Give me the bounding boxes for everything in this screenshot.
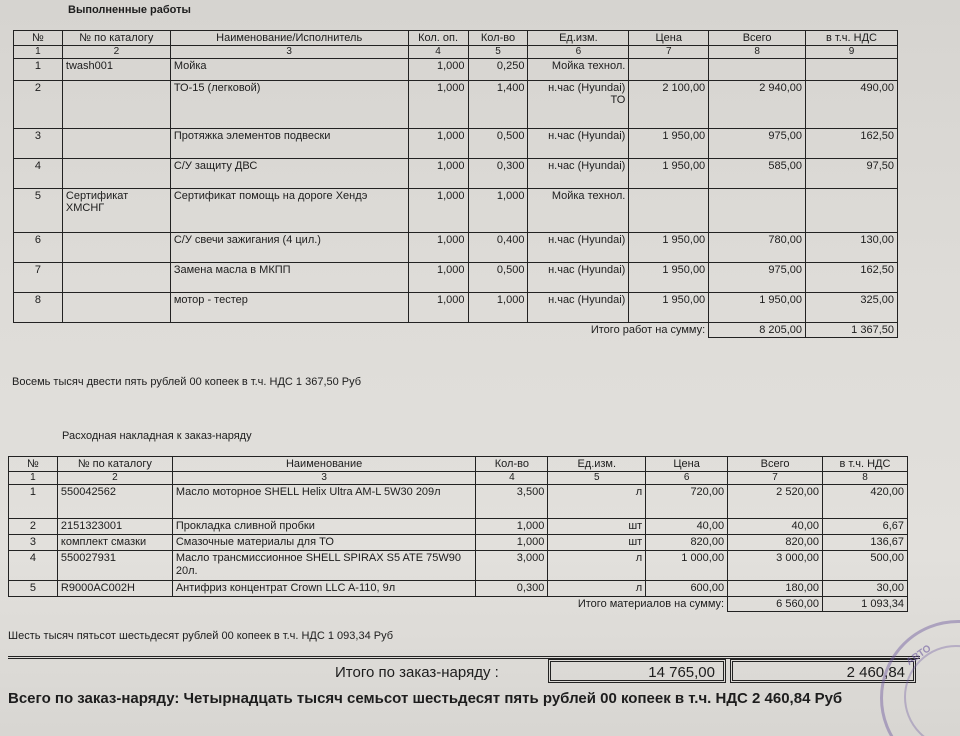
quantity: 1,400 xyxy=(468,81,528,129)
materials-header-row xyxy=(9,457,908,472)
item-name: Масло моторное SHELL Helix Ultra AM-L 5W30 209л xyxy=(172,485,476,519)
col-header: Ед.изм. xyxy=(528,31,629,46)
row-number: 4 xyxy=(14,159,63,189)
table-row xyxy=(14,233,898,263)
row-number: 5 xyxy=(14,189,63,233)
row-number: 4 xyxy=(9,551,58,581)
item-name: ТО-15 (легковой) xyxy=(170,81,408,129)
works-total-vat: 1 367,50 xyxy=(806,323,898,338)
works-total-row xyxy=(14,323,898,338)
price: 40,00 xyxy=(646,519,728,535)
col-number: 8 xyxy=(709,46,806,59)
catalog-number: комплект смазки xyxy=(57,535,172,551)
row-number: 5 xyxy=(9,581,58,597)
ops-count: 1,000 xyxy=(408,293,468,323)
unit: н.час (Hyundai) xyxy=(528,263,629,293)
ops-count: 1,000 xyxy=(408,159,468,189)
ops-count: 1,000 xyxy=(408,189,468,233)
table-row xyxy=(14,81,898,129)
catalog-number: 550042562 xyxy=(57,485,172,519)
total: 3 000,00 xyxy=(728,551,823,581)
grand-total-vat: 2 460,84 xyxy=(730,659,916,683)
col-number: 2 xyxy=(62,46,170,59)
col-header: Всего xyxy=(728,457,823,472)
quantity: 0,500 xyxy=(468,129,528,159)
catalog-number xyxy=(62,263,170,293)
table-row xyxy=(9,519,908,535)
catalog-number xyxy=(62,81,170,129)
grand-total-label: Итого по заказ-наряду : xyxy=(335,664,499,681)
ops-count: 1,000 xyxy=(408,59,468,81)
catalog-number: Сертификат ХМСНГ xyxy=(62,189,170,233)
catalog-number: R9000AC002H xyxy=(57,581,172,597)
row-number: 1 xyxy=(14,59,63,81)
price: 720,00 xyxy=(646,485,728,519)
col-header: Кол-во xyxy=(468,31,528,46)
vat: 325,00 xyxy=(806,293,898,323)
col-number: 1 xyxy=(14,46,63,59)
materials-colnum-row xyxy=(9,472,908,485)
col-number: 3 xyxy=(170,46,408,59)
vat: 162,50 xyxy=(806,263,898,293)
works-sum-in-words: Восемь тысяч двести пять рублей 00 копеек в т.ч. НДС 1 367,50 Руб xyxy=(12,376,362,388)
works-header-row xyxy=(14,31,898,46)
unit: шт xyxy=(548,535,646,551)
row-number: 7 xyxy=(14,263,63,293)
unit: н.час (Hyundai) xyxy=(528,293,629,323)
total: 1 950,00 xyxy=(709,293,806,323)
col-number: 5 xyxy=(548,472,646,485)
item-name: Сертификат помощь на дороге Хендэ xyxy=(170,189,408,233)
price: 1 000,00 xyxy=(646,551,728,581)
materials-total-vat: 1 093,34 xyxy=(822,597,907,612)
col-header: Кол. оп. xyxy=(408,31,468,46)
quantity: 0,500 xyxy=(468,263,528,293)
vat: 500,00 xyxy=(822,551,907,581)
vat xyxy=(806,189,898,233)
total: 2 940,00 xyxy=(709,81,806,129)
materials-table xyxy=(8,456,908,612)
catalog-number: twash001 xyxy=(62,59,170,81)
quantity: 3,000 xyxy=(476,551,548,581)
price: 1 950,00 xyxy=(629,233,709,263)
works-total-sum: 8 205,00 xyxy=(709,323,806,338)
unit: н.час (Hyundai) xyxy=(528,129,629,159)
row-number: 2 xyxy=(14,81,63,129)
works-table xyxy=(13,30,898,338)
col-header: Цена xyxy=(629,31,709,46)
col-header: Всего xyxy=(709,31,806,46)
row-number: 8 xyxy=(14,293,63,323)
item-name: Смазочные материалы для ТО xyxy=(172,535,476,551)
materials-total-row xyxy=(9,597,908,612)
total: 975,00 xyxy=(709,263,806,293)
col-header: Ед.изм. xyxy=(548,457,646,472)
col-number: 7 xyxy=(629,46,709,59)
stamp-text: АВТО xyxy=(904,643,934,668)
table-row xyxy=(14,59,898,81)
col-number: 5 xyxy=(468,46,528,59)
catalog-number: 2151323001 xyxy=(57,519,172,535)
total: 975,00 xyxy=(709,129,806,159)
total: 780,00 xyxy=(709,233,806,263)
total: 180,00 xyxy=(728,581,823,597)
catalog-number xyxy=(62,233,170,263)
table-row xyxy=(14,293,898,323)
col-header: Цена xyxy=(646,457,728,472)
col-number: 1 xyxy=(9,472,58,485)
materials-section-title: Расходная накладная к заказ-наряду xyxy=(62,430,252,442)
table-row xyxy=(9,535,908,551)
works-total-label: Итого работ на сумму: xyxy=(590,324,706,336)
col-header: Кол-во xyxy=(476,457,548,472)
price: 1 950,00 xyxy=(629,159,709,189)
price: 2 100,00 xyxy=(629,81,709,129)
price: 820,00 xyxy=(646,535,728,551)
table-row xyxy=(14,159,898,189)
item-name: Замена масла в МКПП xyxy=(170,263,408,293)
col-header: № xyxy=(14,31,63,46)
row-number: 3 xyxy=(14,129,63,159)
col-number: 4 xyxy=(476,472,548,485)
grand-total-in-words: Всего по заказ-наряду: Четырнадцать тысяч семьсот шестьдесят пять рублей 00 копеек в т.ч. НДС 2 460,84 Руб xyxy=(8,690,843,707)
quantity: 0,250 xyxy=(468,59,528,81)
col-number: 2 xyxy=(57,472,172,485)
total: 40,00 xyxy=(728,519,823,535)
unit: Мойка технол. xyxy=(528,189,629,233)
row-number: 2 xyxy=(9,519,58,535)
ops-count: 1,000 xyxy=(408,263,468,293)
quantity: 0,400 xyxy=(468,233,528,263)
price xyxy=(629,59,709,81)
table-row xyxy=(9,485,908,519)
item-name: Прокладка сливной пробки xyxy=(172,519,476,535)
price: 1 950,00 xyxy=(629,293,709,323)
row-number: 1 xyxy=(9,485,58,519)
col-number: 9 xyxy=(806,46,898,59)
item-name: мотор - тестер xyxy=(170,293,408,323)
table-row xyxy=(9,581,908,597)
price: 1 950,00 xyxy=(629,129,709,159)
unit: н.час (Hyundai) xyxy=(528,233,629,263)
unit: Мойка технол. xyxy=(528,59,629,81)
vat: 136,67 xyxy=(822,535,907,551)
vat: 30,00 xyxy=(822,581,907,597)
item-name: Антифриз концентрат Crown LLC A-110, 9л xyxy=(172,581,476,597)
unit: н.час (Hyundai) ТО xyxy=(528,81,629,129)
unit: шт xyxy=(548,519,646,535)
col-number: 8 xyxy=(822,472,907,485)
col-header: № по каталогу xyxy=(62,31,170,46)
table-row xyxy=(9,551,908,581)
total: 2 520,00 xyxy=(728,485,823,519)
table-row xyxy=(14,263,898,293)
total xyxy=(709,59,806,81)
quantity: 1,000 xyxy=(468,189,528,233)
col-header: в т.ч. НДС xyxy=(806,31,898,46)
works-colnum-row xyxy=(14,46,898,59)
row-number: 3 xyxy=(9,535,58,551)
col-number: 6 xyxy=(646,472,728,485)
vat: 162,50 xyxy=(806,129,898,159)
col-header: № по каталогу xyxy=(57,457,172,472)
ops-count: 1,000 xyxy=(408,129,468,159)
item-name: Масло трансмиссионное SHELL SPIRAX S5 ATE 75W90 20л. xyxy=(172,551,476,581)
table-row xyxy=(14,189,898,233)
catalog-number xyxy=(62,129,170,159)
col-header: Наименование xyxy=(172,457,476,472)
item-name: Протяжка элементов подвески xyxy=(170,129,408,159)
price xyxy=(629,189,709,233)
ops-count: 1,000 xyxy=(408,233,468,263)
catalog-number: 550027931 xyxy=(57,551,172,581)
item-name: С/У защиту ДВС xyxy=(170,159,408,189)
col-number: 3 xyxy=(172,472,476,485)
materials-sum-in-words: Шесть тысяч пятьсот шестьдесят рублей 00 копеек в т.ч. НДС 1 093,34 Руб xyxy=(8,630,393,642)
quantity: 3,500 xyxy=(476,485,548,519)
vat: 6,67 xyxy=(822,519,907,535)
total xyxy=(709,189,806,233)
unit: л xyxy=(548,551,646,581)
catalog-number xyxy=(62,159,170,189)
price: 1 950,00 xyxy=(629,263,709,293)
row-number: 6 xyxy=(14,233,63,263)
unit: л xyxy=(548,581,646,597)
col-header: № xyxy=(9,457,58,472)
works-section-title: Выполненные работы xyxy=(68,4,191,16)
grand-total-sum: 14 765,00 xyxy=(548,659,726,683)
table-row xyxy=(14,129,898,159)
quantity: 0,300 xyxy=(476,581,548,597)
price: 600,00 xyxy=(646,581,728,597)
catalog-number xyxy=(62,293,170,323)
vat: 130,00 xyxy=(806,233,898,263)
vat: 490,00 xyxy=(806,81,898,129)
quantity: 1,000 xyxy=(476,519,548,535)
materials-total-label: Итого материалов на сумму: xyxy=(577,598,725,610)
unit: н.час (Hyundai) xyxy=(528,159,629,189)
ops-count: 1,000 xyxy=(408,81,468,129)
vat xyxy=(806,59,898,81)
vat: 97,50 xyxy=(806,159,898,189)
quantity: 1,000 xyxy=(468,293,528,323)
item-name: Мойка xyxy=(170,59,408,81)
col-number: 7 xyxy=(728,472,823,485)
total: 820,00 xyxy=(728,535,823,551)
unit: л xyxy=(548,485,646,519)
item-name: С/У свечи зажигания (4 цил.) xyxy=(170,233,408,263)
quantity: 0,300 xyxy=(468,159,528,189)
total: 585,00 xyxy=(709,159,806,189)
materials-total-sum: 6 560,00 xyxy=(728,597,823,612)
vat: 420,00 xyxy=(822,485,907,519)
quantity: 1,000 xyxy=(476,535,548,551)
col-number: 4 xyxy=(408,46,468,59)
col-number: 6 xyxy=(528,46,629,59)
col-header: в т.ч. НДС xyxy=(822,457,907,472)
col-header: Наименование/Исполнитель xyxy=(170,31,408,46)
